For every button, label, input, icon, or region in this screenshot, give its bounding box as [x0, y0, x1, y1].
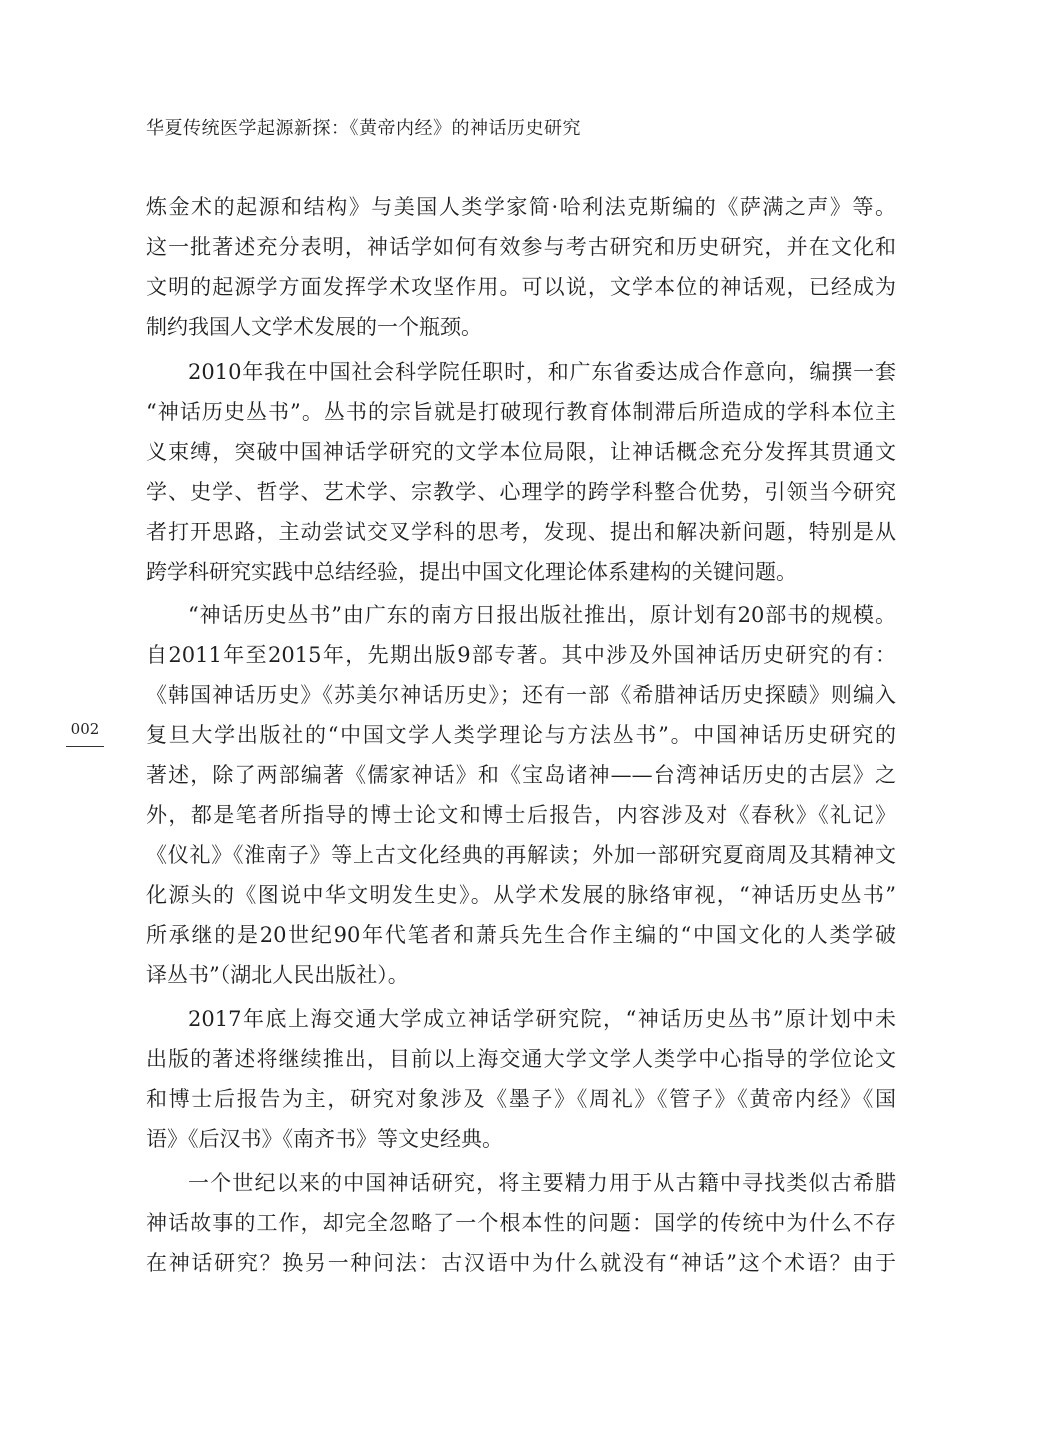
- body-line: 著述，除了两部编著《儒家神话》和《宝岛诸神——台湾神话历史的古层》之: [146, 763, 896, 787]
- body-line: 出版的著述将继续推出，目前以上海交通大学文学人类学中心指导的学位论文: [146, 1047, 896, 1071]
- body-line: 者打开思路，主动尝试交叉学科的思考，发现、提出和解决新问题，特别是从: [146, 520, 896, 544]
- body-line: 译丛书”（湖北人民出版社）。: [146, 963, 409, 987]
- running-header: 华夏传统医学起源新探：《黄帝内经》的神话历史研究: [146, 118, 581, 139]
- body-line: 所承继的是20世纪90年代笔者和萧兵先生合作主编的“中国文化的人类学破: [146, 923, 896, 947]
- body-line: 这一批著述充分表明，神话学如何有效参与考古研究和历史研究，并在文化和: [146, 235, 896, 259]
- body-line: 在神话研究？换另一种问法：古汉语中为什么就没有“神话”这个术语？由于: [146, 1251, 896, 1275]
- body-line: 复旦大学出版社的“中国文学人类学理论与方法丛书”。中国神话历史研究的: [146, 723, 896, 747]
- page-number-rule: [66, 746, 104, 747]
- body-line: 《韩国神话历史》《苏美尔神话历史》；还有一部《希腊神话历史探赜》则编入: [146, 683, 896, 707]
- body-line: 炼金术的起源和结构》与美国人类学家简·哈利法克斯编的《萨满之声》等。: [146, 195, 896, 219]
- body-line: 义束缚，突破中国神话学研究的文学本位局限，让神话概念充分发挥其贯通文: [146, 440, 896, 464]
- body-line: 自2011年至2015年，先期出版9部专著。其中涉及外国神话历史研究的有：: [146, 643, 896, 667]
- body-line: 《仪礼》《淮南子》等上古文化经典的再解读；外加一部研究夏商周及其精神文: [146, 843, 896, 867]
- body-line: 制约我国人文学术发展的一个瓶颈。: [146, 315, 482, 339]
- body-line: “神话历史丛书”由广东的南方日报出版社推出，原计划有20部书的规模。: [188, 603, 896, 627]
- body-line: 语》《后汉书》《南齐书》等文史经典。: [146, 1127, 503, 1151]
- body-line: 外，都是笔者所指导的博士论文和博士后报告，内容涉及对《春秋》《礼记》: [146, 803, 896, 827]
- body-line: 2017年底上海交通大学成立神话学研究院，“神话历史丛书”原计划中未: [188, 1007, 896, 1031]
- body-line: 神话故事的工作，却完全忽略了一个根本性的问题：国学的传统中为什么不存: [146, 1211, 896, 1235]
- body-line: 和博士后报告为主，研究对象涉及《墨子》《周礼》《管子》《黄帝内经》《国: [146, 1087, 896, 1111]
- body-line: 一个世纪以来的中国神话研究，将主要精力用于从古籍中寻找类似古希腊: [188, 1171, 896, 1195]
- body-line: 化源头的《图说中华文明发生史》。从学术发展的脉络审视，“神话历史丛书”: [146, 883, 896, 907]
- body-line: 学、史学、哲学、艺术学、宗教学、心理学的跨学科整合优势，引领当今研究: [146, 480, 896, 504]
- page-number: 002: [70, 720, 100, 738]
- body-line: 2010年我在中国社会科学院任职时，和广东省委达成合作意向，编撰一套: [188, 360, 896, 384]
- body-line: “神话历史丛书”。丛书的宗旨就是打破现行教育体制滞后所造成的学科本位主: [146, 400, 896, 424]
- body-line: 文明的起源学方面发挥学术攻坚作用。可以说，文学本位的神话观，已经成为: [146, 275, 896, 299]
- body-line: 跨学科研究实践中总结经验，提出中国文化理论体系建构的关键问题。: [146, 560, 797, 584]
